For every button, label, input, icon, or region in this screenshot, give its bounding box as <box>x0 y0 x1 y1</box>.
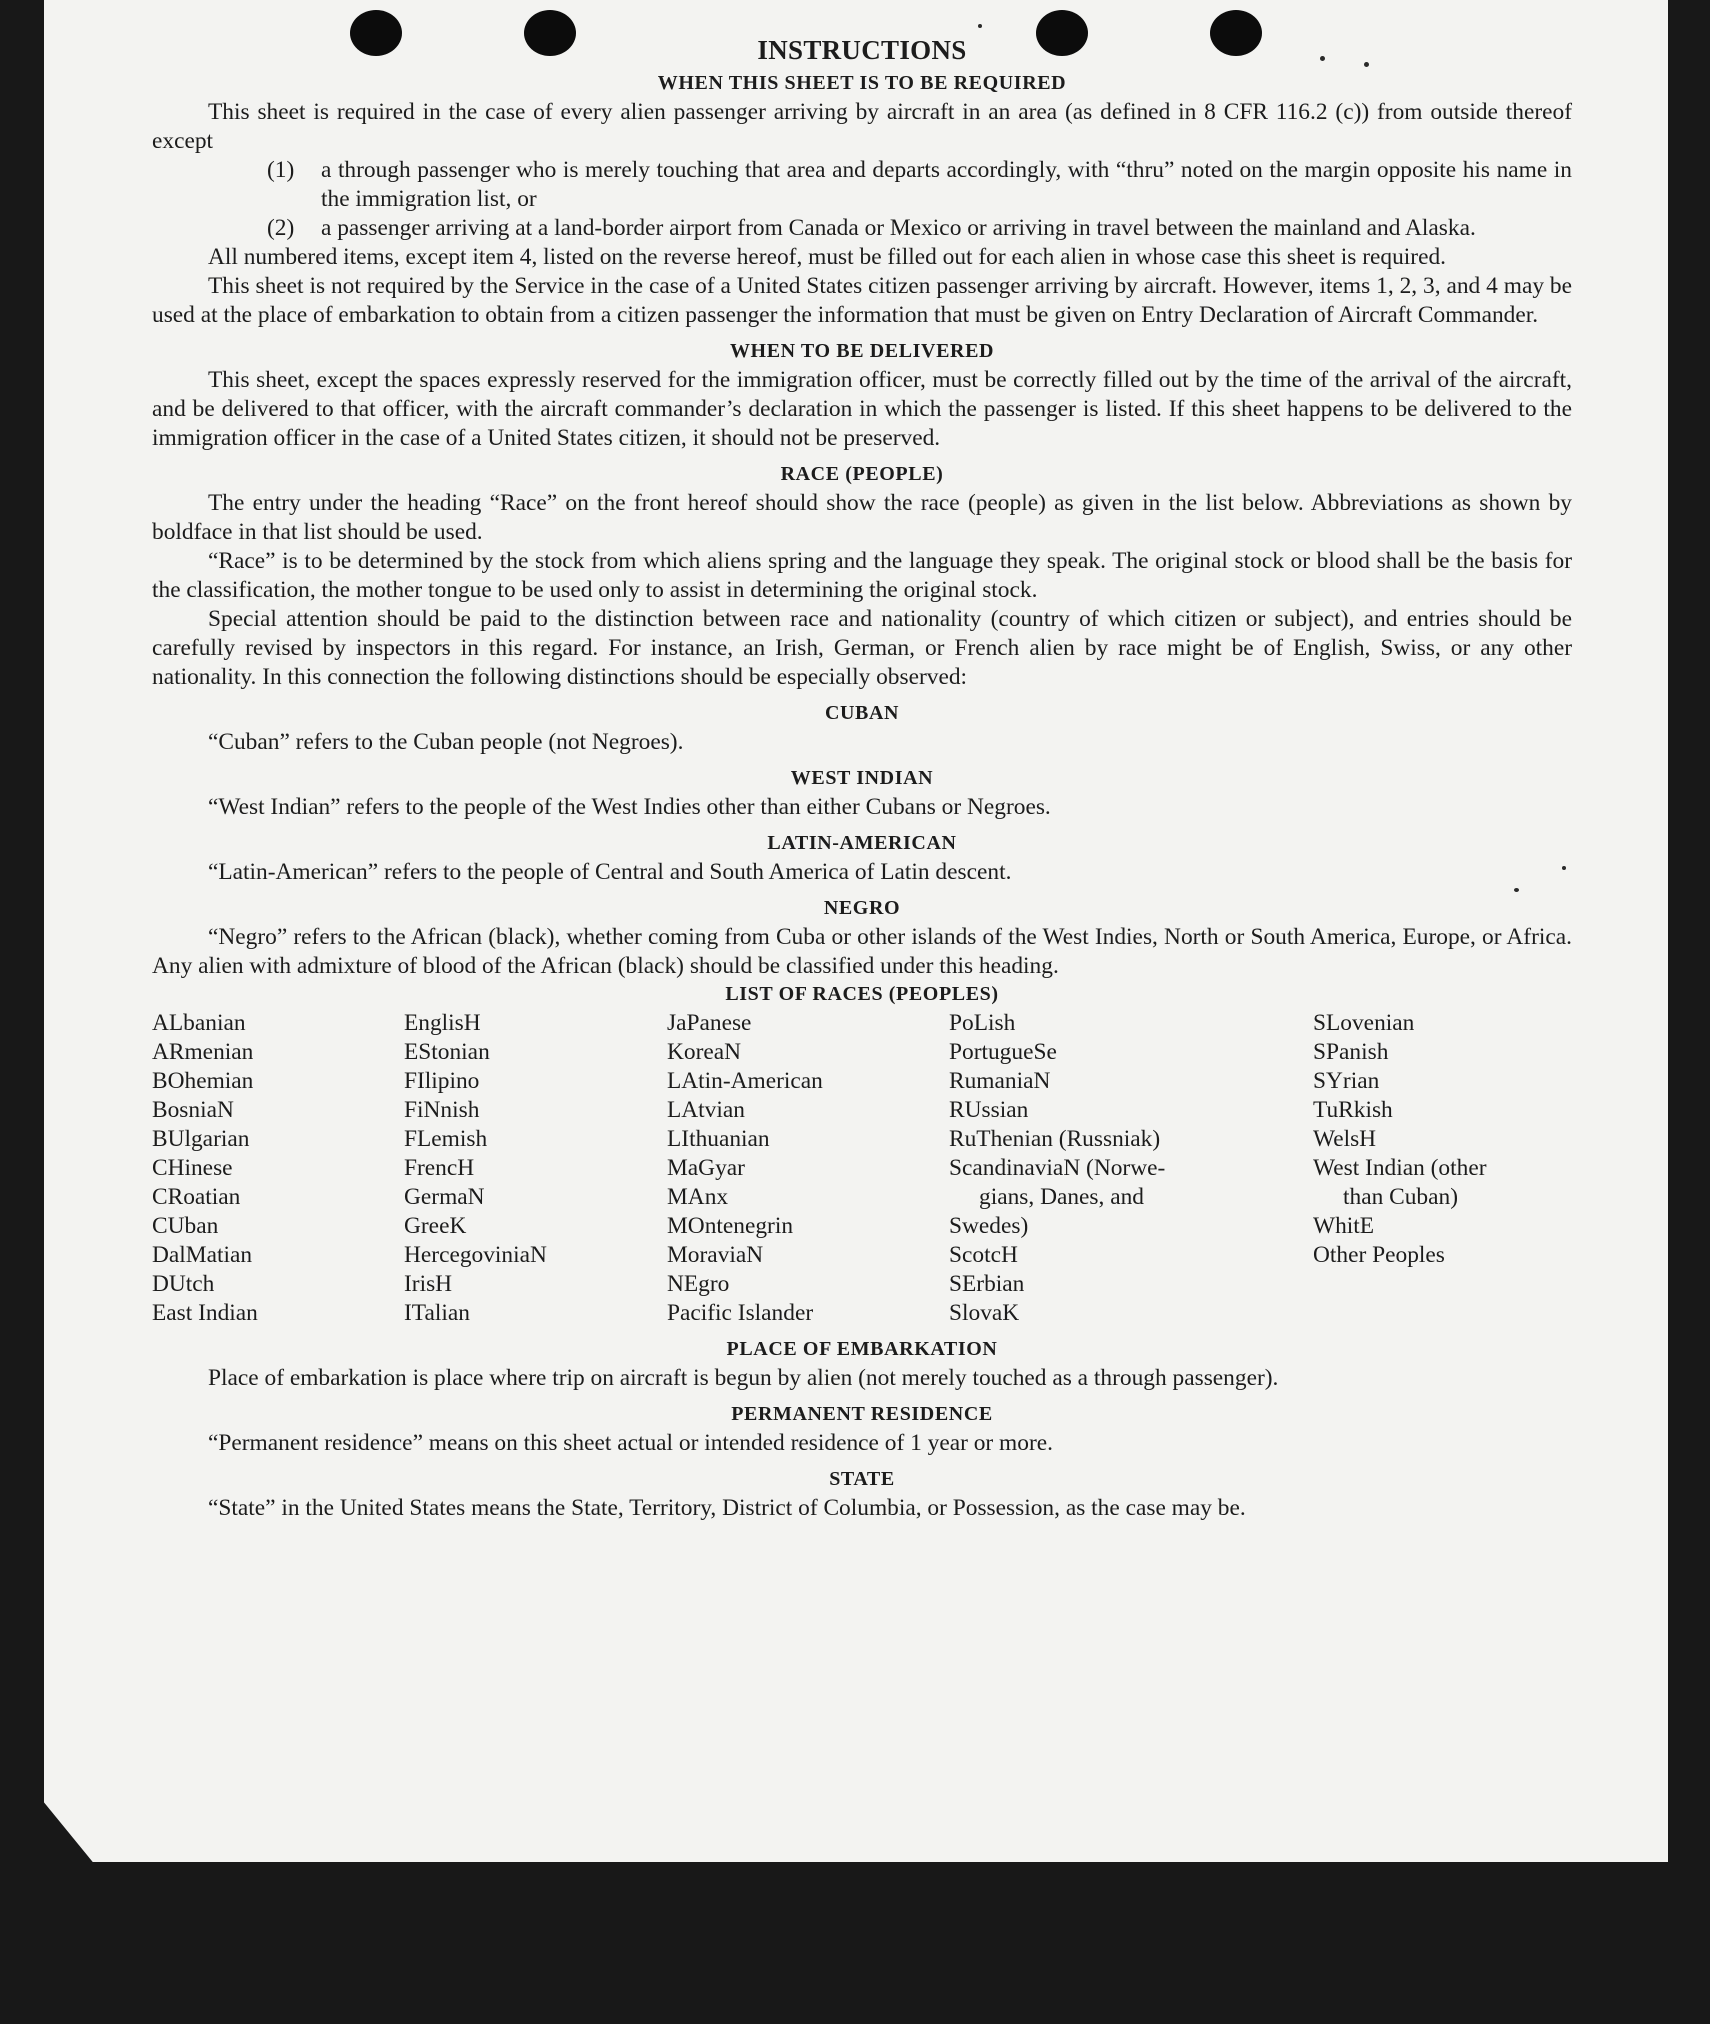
paragraph: This sheet is required in the case of every alien passenger arriving by aircraft in an area (as defined in 8 CFR 116.2 (c)) from outside thereof except <box>152 99 1572 154</box>
section-heading-permanent-residence: PERMANENT RESIDENCE <box>731 1403 993 1425</box>
race-entry: GermaN <box>404 1184 485 1210</box>
race-entry: EStonian <box>404 1039 490 1065</box>
race-entry: JaPanese <box>667 1010 752 1036</box>
section-heading-list-of-races: LIST OF RACES (PEOPLES) <box>725 983 999 1005</box>
race-entry: MoraviaN <box>667 1242 764 1268</box>
race-entry: ITalian <box>404 1300 470 1326</box>
races-column <box>404 1009 667 1328</box>
list-item <box>152 214 1572 243</box>
list-item-text: a passenger arriving at a land-border airport from Canada or Mexico or arriving in travel between the mainland and Alaska. <box>321 215 1476 241</box>
section-heading-race: RACE (PEOPLE) <box>780 463 944 485</box>
paragraph: “Race” is to be determined by the stock from which aliens spring and the language they speak. The original stock or blood shall be the basis for the classification, the mother tongue to be used only to assist in determining the original stock. <box>152 548 1572 603</box>
race-entry: gians, Danes, and <box>979 1184 1144 1210</box>
page-title: INSTRUCTIONS <box>757 35 967 65</box>
race-entry: MAnx <box>667 1184 729 1210</box>
races-column <box>667 1009 949 1328</box>
section-heading-embarkation: PLACE OF EMBARKATION <box>726 1338 998 1360</box>
exception-list <box>152 156 1572 243</box>
races-column <box>949 1009 1313 1328</box>
race-entry: SLovenian <box>1313 1010 1415 1036</box>
race-entry: LAtvian <box>667 1097 745 1123</box>
paragraph: “West Indian” refers to the people of the West Indies other than either Cubans or Negroes. <box>208 794 1051 820</box>
list-item <box>152 156 1572 214</box>
paragraph: “Cuban” refers to the Cuban people (not Negroes). <box>208 729 684 755</box>
race-entry: WhitE <box>1313 1213 1375 1239</box>
race-entry: West Indian (other <box>1313 1155 1487 1181</box>
section-heading-state: STATE <box>829 1468 895 1490</box>
race-entry: RUssian <box>949 1097 1029 1123</box>
race-entry: Other Peoples <box>1313 1242 1445 1268</box>
race-entry: Swedes) <box>949 1213 1029 1239</box>
paragraph: This sheet, except the spaces expressly reserved for the immigration officer, must be correctly filled out by the time of the arrival of the aircraft, and be delivered to that officer, with the aircraft commander’s declaration in which the passenger is listed. If this sheet happens to be delivered to the immigration officer in the case of a United States citizen, it should not be preserved. <box>152 367 1572 451</box>
section-heading-when-delivered: WHEN TO BE DELIVERED <box>729 340 995 362</box>
race-entry: SlovaK <box>949 1300 1020 1326</box>
race-entry: East Indian <box>152 1300 258 1326</box>
list-item-text: a through passenger who is merely touching that area and departs accordingly, with “thru” noted on the margin opposite his name in the immigration list, or <box>321 157 1572 212</box>
race-entry: CHinese <box>152 1155 233 1181</box>
race-entry: KoreaN <box>667 1039 742 1065</box>
race-entry: WelsH <box>1313 1126 1377 1152</box>
paragraph: “Permanent residence” means on this sheet actual or intended residence of 1 year or more. <box>208 1430 1053 1456</box>
race-entry: Pacific Islander <box>667 1300 814 1326</box>
race-entry: NEgro <box>667 1271 730 1297</box>
race-entry: MaGyar <box>667 1155 745 1181</box>
paragraph: All numbered items, except item 4, listed on the reverse hereof, must be filled out for each alien in whose case this sheet is required. <box>208 244 1447 270</box>
race-entry: EnglisH <box>404 1010 481 1036</box>
paragraph: This sheet is not required by the Service in the case of a United States citizen passenger arriving by aircraft. However, items 1, 2, 3, and 4 may be used at the place of embarkation to obtain from a citizen passenger the information that must be given on Entry Declaration of Aircraft Commander. <box>152 273 1572 328</box>
race-entry: ARmenian <box>152 1039 254 1065</box>
list-number: (2) <box>267 215 295 241</box>
paragraph: “Negro” refers to the African (black), whether coming from Cuba or other islands of the West Indies, North or South America, Europe, or Africa. Any alien with admixture of blood of the African (black) should be classified under this heading. <box>152 924 1572 979</box>
race-entry: CRoatian <box>152 1184 241 1210</box>
paragraph: “State” in the United States means the State, Territory, District of Columbia, or Possession, as the case may be. <box>208 1495 1246 1521</box>
race-entry: HercegoviniaN <box>404 1242 547 1268</box>
race-entry: FiNnish <box>404 1097 480 1123</box>
race-entry: DUtch <box>152 1271 215 1297</box>
race-entry: CUban <box>152 1213 219 1239</box>
race-entry: GreeK <box>404 1213 467 1239</box>
race-entry: LIthuanian <box>667 1126 770 1152</box>
race-entry: TuRkish <box>1313 1097 1393 1123</box>
paragraph: Place of embarkation is place where trip on aircraft is begun by alien (not merely touched as a through passenger). <box>208 1365 1279 1391</box>
paragraph: The entry under the heading “Race” on the front hereof should show the race (people) as given in the list below. Abbreviations as shown by boldface in that list should be used. <box>152 490 1572 545</box>
paragraph: “Latin-American” refers to the people of Central and South America of Latin descent. <box>208 859 1012 885</box>
section-heading-west-indian: WEST INDIAN <box>790 767 934 789</box>
race-entry: FLemish <box>404 1126 488 1152</box>
race-entry: BosniaN <box>152 1097 234 1123</box>
race-entry: ScandinaviaN (Norwe- <box>949 1155 1166 1181</box>
paragraph: Special attention should be paid to the distinction between race and nationality (country of which citizen or subject), and entries should be carefully revised by inspectors in this regard. For instance, an Irish, German, or French alien by race might be of English, Swiss, or any other nationality. In this connection the following distinctions should be especially observed: <box>152 606 1572 690</box>
race-entry: SErbian <box>949 1271 1025 1297</box>
section-heading-cuban: CUBAN <box>824 702 900 724</box>
race-entry: ScotcH <box>949 1242 1018 1268</box>
race-entry: DalMatian <box>152 1242 253 1268</box>
section-heading-when-required: WHEN THIS SHEET IS TO BE REQUIRED <box>657 72 1067 94</box>
instructions-body <box>152 32 1572 1523</box>
races-list <box>152 1009 1572 1328</box>
race-entry: PoLish <box>949 1010 1016 1036</box>
race-entry: SYrian <box>1313 1068 1380 1094</box>
list-number: (1) <box>267 157 295 183</box>
race-entry: MOntenegrin <box>667 1213 794 1239</box>
race-entry: SPanish <box>1313 1039 1389 1065</box>
race-entry: BUlgarian <box>152 1126 250 1152</box>
race-entry: ALbanian <box>152 1010 246 1036</box>
races-column <box>1313 1009 1572 1328</box>
race-entry: LAtin-American <box>667 1068 823 1094</box>
section-heading-latin-american: LATIN-AMERICAN <box>767 832 957 854</box>
race-entry: than Cuban) <box>1343 1184 1458 1210</box>
race-entry: BOhemian <box>152 1068 254 1094</box>
race-entry: FIlipino <box>404 1068 480 1094</box>
races-column <box>152 1009 404 1328</box>
race-entry: RuThenian (Russniak) <box>949 1126 1161 1152</box>
section-heading-negro: NEGRO <box>823 897 901 919</box>
race-entry: IrisH <box>404 1271 453 1297</box>
race-entry: FrencH <box>404 1155 475 1181</box>
race-entry: RumaniaN <box>949 1068 1051 1094</box>
paper-speck <box>978 24 982 28</box>
race-entry: PortugueSe <box>949 1039 1057 1065</box>
